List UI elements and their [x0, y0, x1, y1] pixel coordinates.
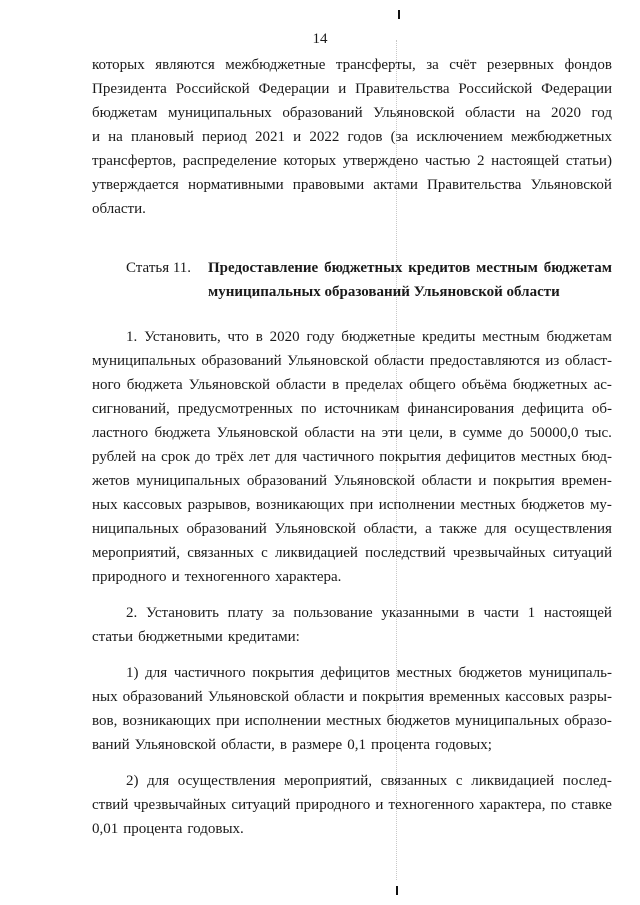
word: источникам — [324, 401, 400, 417]
word: кредиты — [421, 329, 476, 345]
word: ластного — [92, 425, 149, 441]
word: 0,01 — [92, 821, 119, 837]
word: при — [349, 497, 374, 513]
word: (за — [390, 129, 409, 145]
word: бюджетов — [458, 665, 523, 681]
word: муниципальных — [92, 353, 196, 369]
word: и — [338, 81, 347, 97]
word: годов — [347, 129, 383, 145]
word: межбюджетных — [510, 129, 612, 145]
word: сумме — [462, 425, 503, 441]
word: техногенного — [184, 569, 271, 585]
word: частью — [424, 153, 471, 169]
word: 2021 — [255, 129, 286, 145]
word: област- — [564, 353, 612, 369]
word: муниципальных — [167, 105, 272, 121]
word: и — [171, 569, 180, 585]
word: 2. — [126, 605, 138, 621]
word: за — [426, 57, 439, 73]
word: цели, — [409, 425, 444, 441]
word: кредитов — [408, 260, 471, 276]
word: покрытия — [379, 449, 442, 465]
word: осуществления — [177, 773, 276, 789]
word: послед- — [562, 773, 612, 789]
word: чрезвычайных — [452, 545, 546, 561]
word: 0,1 — [347, 737, 366, 753]
text-line — [92, 469, 612, 493]
word: на — [141, 449, 156, 465]
word: Установить, — [144, 329, 221, 345]
word: годовых; — [435, 737, 492, 753]
word: плановый — [130, 129, 194, 145]
word: и — [375, 797, 384, 813]
text-line — [92, 445, 612, 469]
text-line — [92, 125, 612, 149]
word: области. — [92, 201, 146, 217]
article-title-line: муниципальных образований Ульяновской области — [208, 284, 560, 300]
word: пределах — [345, 377, 404, 393]
word: об- — [591, 401, 612, 417]
word: лет — [249, 449, 270, 465]
word: бюджетных — [324, 260, 403, 276]
word: времен- — [561, 473, 612, 489]
word: межбюджетные — [225, 57, 326, 73]
word: кредитами: — [227, 629, 300, 645]
word: 1) — [126, 665, 139, 681]
word: исполнении — [244, 713, 322, 729]
word: предусмотренных — [177, 401, 293, 417]
word: статьи — [92, 629, 134, 645]
word: Президента — [92, 81, 167, 97]
text-line — [92, 817, 612, 841]
word: резервных — [486, 57, 554, 73]
scan-mark-top — [398, 10, 400, 19]
word: Российской — [458, 81, 533, 97]
word: Установить — [146, 605, 219, 621]
word: статьи) — [565, 153, 612, 169]
word: и — [293, 129, 302, 145]
word: Ульяновской — [216, 425, 299, 441]
word: Правительства — [427, 177, 522, 193]
word: местным — [476, 260, 538, 276]
word: исключением — [416, 129, 503, 145]
word: Ульяновской — [274, 521, 356, 537]
word: области — [304, 425, 355, 441]
word: ных — [92, 689, 118, 705]
word: год — [591, 105, 612, 121]
word: ниципальных — [92, 521, 179, 537]
word: природного — [295, 797, 371, 813]
word: Российской — [175, 81, 250, 97]
word: утверждается — [92, 177, 179, 193]
word: на — [360, 425, 376, 441]
word: также — [439, 521, 477, 537]
word: ситуаций — [552, 545, 612, 561]
word: из — [545, 353, 560, 369]
word: вов, — [92, 713, 118, 729]
text-line — [92, 77, 612, 101]
word: осуществления — [514, 521, 612, 537]
word: частичного — [302, 449, 375, 465]
word: 2020 — [550, 105, 581, 121]
word: Правительства — [355, 81, 450, 97]
word: являются — [155, 57, 215, 73]
word: трансферты, — [335, 57, 416, 73]
word: мероприятий, — [284, 773, 372, 789]
word: с — [455, 773, 463, 789]
article-title-line — [208, 256, 612, 280]
word: трёх — [215, 449, 244, 465]
word: процента — [123, 821, 183, 837]
word: по — [300, 401, 317, 417]
text-line — [92, 173, 612, 197]
word: дефицитов — [320, 665, 390, 681]
word: природного — [92, 569, 167, 585]
word: временных — [429, 689, 501, 705]
word: Ульяновской — [134, 737, 217, 753]
word: ликвидацией — [274, 545, 358, 561]
word: образований — [246, 473, 328, 489]
word: разрывов, — [187, 497, 251, 513]
word: ного — [92, 377, 121, 393]
word: бюджетам — [543, 260, 612, 276]
word: до — [508, 425, 524, 441]
word: муниципаль- — [528, 665, 612, 681]
word: на — [525, 105, 541, 121]
word: образований — [201, 353, 282, 369]
text-line — [126, 769, 612, 793]
text-line — [92, 101, 612, 125]
word: нормативными — [187, 177, 284, 193]
word: тыс. — [584, 425, 612, 441]
word: до — [195, 449, 211, 465]
text-line — [92, 625, 612, 649]
word: муниципальных — [136, 473, 241, 489]
word: и — [478, 473, 487, 489]
word: местных — [396, 665, 452, 681]
word: пользование — [293, 605, 373, 621]
word: настоящей — [543, 605, 612, 621]
word: для — [484, 521, 507, 537]
word: техногенного — [388, 797, 474, 813]
word: исполнении — [378, 497, 455, 513]
word: ваний — [92, 737, 130, 753]
word: образований — [122, 689, 203, 705]
text-line — [126, 601, 612, 625]
word: области — [276, 377, 327, 393]
text-line — [92, 373, 612, 397]
word: 2) — [126, 773, 139, 789]
word: бюджетов — [386, 713, 451, 729]
word: образований — [186, 521, 267, 537]
text-line — [92, 349, 612, 373]
text-line — [92, 733, 612, 757]
text-line — [92, 53, 612, 77]
word: образований — [282, 105, 363, 121]
word: 50000,0 — [529, 425, 579, 441]
word: эти — [381, 425, 403, 441]
word: распределение — [182, 153, 277, 169]
word: которых — [92, 57, 145, 73]
word: области — [374, 353, 425, 369]
word: 2022 — [309, 129, 340, 145]
word: общего — [409, 377, 456, 393]
word: 2020 — [269, 329, 300, 345]
word: что — [227, 329, 249, 345]
word: счёт — [449, 57, 477, 73]
word: указанными — [381, 605, 459, 621]
word: для — [145, 665, 168, 681]
word: 1. — [126, 329, 138, 345]
word: рублей — [92, 449, 137, 465]
word: процента — [370, 737, 431, 753]
word: жетов — [92, 473, 130, 489]
word: 1 — [527, 605, 536, 621]
word: объёма — [461, 377, 507, 393]
word: бюджета — [126, 377, 183, 393]
word: местных — [520, 449, 577, 465]
text-line — [92, 709, 612, 733]
word: в — [279, 737, 288, 753]
word: характера, — [479, 797, 546, 813]
word: Предоставление — [208, 260, 319, 276]
page-number: 14 — [312, 31, 328, 47]
word: местных — [326, 713, 382, 729]
word: местным — [482, 329, 540, 345]
word: последствий — [365, 545, 446, 561]
word: области — [465, 105, 516, 121]
word: части — [483, 605, 519, 621]
word: для — [275, 449, 298, 465]
word: кассовых — [122, 497, 183, 513]
word: бюджетов — [521, 497, 585, 513]
word: в — [467, 605, 475, 621]
word: Ульяновской — [333, 473, 416, 489]
word: настоящей — [491, 153, 560, 169]
word: покрытия — [493, 473, 555, 489]
text-line — [92, 793, 612, 817]
word: мероприятий, — [92, 545, 180, 561]
word: области — [421, 473, 472, 489]
word: области, — [363, 521, 418, 537]
word: частичного — [173, 665, 246, 681]
word: актами — [373, 177, 418, 193]
word: области — [294, 689, 345, 705]
word: связанных — [380, 773, 448, 789]
word: утверждено — [342, 153, 419, 169]
word: бюджетные — [341, 329, 416, 345]
text-line — [92, 397, 612, 421]
word: Федерации — [541, 81, 612, 97]
article-label: Статья 11. — [126, 260, 192, 276]
word: сигнований, — [92, 401, 170, 417]
word: ствий — [92, 797, 129, 813]
word: а — [425, 521, 432, 537]
word: Ульяновской — [188, 377, 271, 393]
word: с — [261, 545, 268, 561]
word: бюджетных — [512, 377, 588, 393]
word: Ульяновской — [373, 105, 455, 121]
word: финансирования — [407, 401, 515, 417]
word: кассовых — [505, 689, 565, 705]
word: характера. — [275, 569, 342, 585]
word: которых — [283, 153, 337, 169]
word: за — [272, 605, 285, 621]
word: фондов — [564, 57, 612, 73]
text-line — [92, 565, 612, 589]
word: в — [255, 329, 263, 345]
scan-mark-bottom — [396, 886, 398, 895]
word: Ульяновской — [207, 689, 290, 705]
text-line — [92, 197, 612, 221]
word: трансфертов, — [92, 153, 177, 169]
word: дефицитов — [446, 449, 516, 465]
word: покрытия — [362, 689, 425, 705]
word: возникающих — [122, 713, 211, 729]
word: при — [216, 713, 240, 729]
text-line — [92, 421, 612, 445]
word: возникающих — [255, 497, 345, 513]
word: ликвидацией — [471, 773, 555, 789]
word: в — [449, 425, 457, 441]
word: для — [147, 773, 170, 789]
word: размере — [292, 737, 343, 753]
text-line — [126, 661, 612, 685]
word: покрытия — [252, 665, 315, 681]
word: Ульяновской — [530, 177, 612, 193]
word: плату — [227, 605, 264, 621]
word: дефицита — [522, 401, 584, 417]
word: ных — [92, 497, 118, 513]
word: образо- — [564, 713, 612, 729]
word: бюджета — [154, 425, 211, 441]
word: 2 — [477, 153, 485, 169]
word: ас- — [593, 377, 612, 393]
text-line — [126, 325, 612, 349]
word: правовыми — [292, 177, 365, 193]
word: бюд- — [581, 449, 612, 465]
word: предоставляются — [429, 353, 540, 369]
word: годовых. — [187, 821, 244, 837]
word: период — [201, 129, 247, 145]
word: связанных — [187, 545, 254, 561]
text-line — [92, 541, 612, 565]
text-line — [92, 685, 612, 709]
word: Ульяновской — [287, 353, 369, 369]
text-line — [92, 149, 612, 173]
word: разры- — [569, 689, 612, 705]
word: муниципальных — [455, 713, 560, 729]
word: му- — [589, 497, 612, 513]
word: бюджетными — [138, 629, 223, 645]
word: чрезвычайных — [133, 797, 227, 813]
word: в — [332, 377, 340, 393]
word: местных — [460, 497, 516, 513]
word: ситуаций — [231, 797, 291, 813]
word: по — [550, 797, 567, 813]
word: ставке — [571, 797, 612, 813]
word: Федерации — [258, 81, 330, 97]
word: бюджетам — [92, 105, 158, 121]
word: году — [306, 329, 335, 345]
text-line — [92, 493, 612, 517]
article-title — [208, 256, 612, 304]
word: и — [349, 689, 358, 705]
word: области, — [221, 737, 275, 753]
word: бюджетам — [546, 329, 612, 345]
word: и — [92, 129, 101, 145]
word: на — [108, 129, 123, 145]
text-line — [92, 517, 612, 541]
word: срок — [161, 449, 191, 465]
